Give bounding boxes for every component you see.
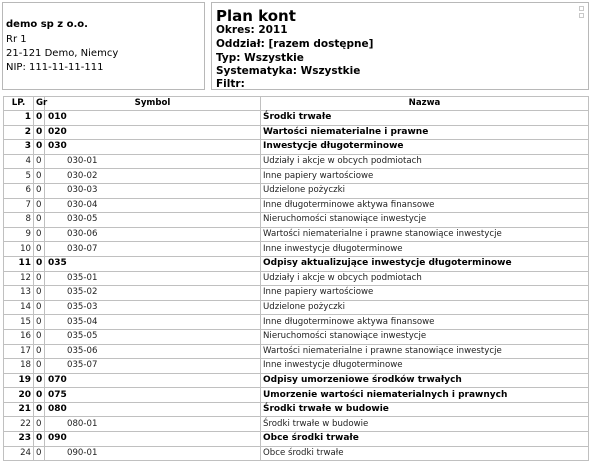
table-row — [4, 300, 589, 315]
report-typ: Typ: Wszystkie — [216, 52, 304, 64]
company-name: demo sp z o.o. — [6, 19, 88, 30]
report-okres: Okres: 2011 — [216, 24, 288, 36]
cell-lp: 12 — [4, 271, 34, 286]
report-systematyka: Systematyka: Wszystkie — [216, 65, 361, 77]
table-row — [4, 344, 589, 359]
cell-lp: 18 — [4, 359, 34, 374]
cell-lp: 10 — [4, 242, 34, 257]
cell-symbol: 090 — [45, 432, 261, 447]
cell-symbol: 070 — [45, 373, 261, 388]
cell-gr: 0 — [34, 402, 45, 417]
cell-symbol: 030-01 — [45, 154, 261, 169]
cell-nazwa: Inne długoterminowe aktywa finansowe — [261, 315, 589, 330]
cell-symbol: 080 — [45, 402, 261, 417]
cell-lp: 1 — [4, 111, 34, 126]
cell-symbol: 035-07 — [45, 359, 261, 374]
table-row — [4, 183, 589, 198]
cell-nazwa: Wartości niematerialne i prawne — [261, 125, 589, 140]
header-nazwa: Nazwa — [261, 97, 589, 111]
cell-lp: 7 — [4, 198, 34, 213]
cell-nazwa: Udzielone pożyczki — [261, 183, 589, 198]
cell-symbol: 030-02 — [45, 169, 261, 184]
report-title: Plan kont — [216, 7, 296, 25]
cell-symbol: 020 — [45, 125, 261, 140]
company-info-box — [2, 2, 205, 90]
cell-nazwa: Środki trwałe — [261, 111, 589, 126]
cell-gr: 0 — [34, 315, 45, 330]
cell-lp: 20 — [4, 388, 34, 403]
cell-nazwa: Udzielone pożyczki — [261, 300, 589, 315]
cell-symbol: 035-01 — [45, 271, 261, 286]
cell-lp: 21 — [4, 402, 34, 417]
cell-symbol: 030-04 — [45, 198, 261, 213]
cell-nazwa: Inne inwestycje długoterminowe — [261, 359, 589, 374]
cell-symbol: 075 — [45, 388, 261, 403]
cell-symbol: 035-02 — [45, 286, 261, 301]
cell-gr: 0 — [34, 213, 45, 228]
cell-lp: 11 — [4, 256, 34, 271]
table-row — [4, 373, 589, 388]
cell-nazwa: Wartości niematerialne i prawne stanowiące inwestycje — [261, 227, 589, 242]
table-row — [4, 125, 589, 140]
cell-lp: 9 — [4, 227, 34, 242]
cell-lp: 22 — [4, 417, 34, 432]
cell-gr: 0 — [34, 183, 45, 198]
table-row — [4, 271, 589, 286]
cell-nazwa: Obce środki trwałe — [261, 432, 589, 447]
table-row — [4, 315, 589, 330]
table-row — [4, 446, 589, 461]
table-row — [4, 242, 589, 257]
cell-symbol: 035-03 — [45, 300, 261, 315]
cell-gr: 0 — [34, 344, 45, 359]
cell-lp: 15 — [4, 315, 34, 330]
cell-gr: 0 — [34, 417, 45, 432]
cell-lp: 14 — [4, 300, 34, 315]
table-row — [4, 432, 589, 447]
cell-nazwa: Odpisy aktualizujące inwestycje długoterminowe — [261, 256, 589, 271]
cell-gr: 0 — [34, 329, 45, 344]
cell-lp: 4 — [4, 154, 34, 169]
cell-nazwa: Inne papiery wartościowe — [261, 169, 589, 184]
accounts-table — [3, 96, 589, 461]
table-row — [4, 227, 589, 242]
cell-lp: 13 — [4, 286, 34, 301]
cell-symbol: 035 — [45, 256, 261, 271]
cell-lp: 5 — [4, 169, 34, 184]
cell-lp: 24 — [4, 446, 34, 461]
cell-symbol: 035-05 — [45, 329, 261, 344]
cell-nazwa: Umorzenie wartości niematerialnych i prawnych — [261, 388, 589, 403]
cell-lp: 8 — [4, 213, 34, 228]
cell-gr: 0 — [34, 432, 45, 447]
cell-gr: 0 — [34, 286, 45, 301]
table-row — [4, 169, 589, 184]
table-row — [4, 388, 589, 403]
table-row — [4, 417, 589, 432]
cell-lp: 2 — [4, 125, 34, 140]
cell-gr: 0 — [34, 242, 45, 257]
table-row — [4, 140, 589, 155]
table-row — [4, 198, 589, 213]
cell-gr: 0 — [34, 359, 45, 374]
cell-lp: 3 — [4, 140, 34, 155]
cell-nazwa: Środki trwałe w budowie — [261, 417, 589, 432]
cell-nazwa: Nieruchomości stanowiące inwestycje — [261, 213, 589, 228]
marker-icon — [579, 6, 585, 20]
cell-nazwa: Środki trwałe w budowie — [261, 402, 589, 417]
cell-symbol: 090-01 — [45, 446, 261, 461]
cell-gr: 0 — [34, 154, 45, 169]
cell-nazwa: Nieruchomości stanowiące inwestycje — [261, 329, 589, 344]
cell-gr: 0 — [34, 198, 45, 213]
company-line2: Rr 1 — [6, 34, 27, 45]
report-oddzial: Oddział: [razem dostępne] — [216, 38, 374, 50]
table-row — [4, 154, 589, 169]
cell-gr: 0 — [34, 111, 45, 126]
cell-symbol: 030-03 — [45, 183, 261, 198]
cell-nazwa: Inne papiery wartościowe — [261, 286, 589, 301]
cell-gr: 0 — [34, 140, 45, 155]
header-symbol: Symbol — [45, 97, 261, 111]
table-row — [4, 286, 589, 301]
header-lp: LP. — [4, 97, 34, 111]
cell-nazwa: Inwestycje długoterminowe — [261, 140, 589, 155]
company-nip: NIP: 111-11-11-111 — [6, 62, 104, 73]
cell-symbol: 035-04 — [45, 315, 261, 330]
cell-lp: 17 — [4, 344, 34, 359]
cell-gr: 0 — [34, 446, 45, 461]
cell-lp: 23 — [4, 432, 34, 447]
cell-lp: 16 — [4, 329, 34, 344]
cell-gr: 0 — [34, 373, 45, 388]
cell-symbol: 080-01 — [45, 417, 261, 432]
table-row — [4, 111, 589, 126]
cell-nazwa: Wartości niematerialne i prawne stanowiące inwestycje — [261, 344, 589, 359]
cell-lp: 19 — [4, 373, 34, 388]
header-gr: Gr — [34, 97, 45, 111]
cell-lp: 6 — [4, 183, 34, 198]
cell-gr: 0 — [34, 169, 45, 184]
table-row — [4, 359, 589, 374]
table-row — [4, 256, 589, 271]
table-row — [4, 329, 589, 344]
cell-symbol: 010 — [45, 111, 261, 126]
table-header-row — [4, 97, 589, 111]
cell-gr: 0 — [34, 271, 45, 286]
cell-gr: 0 — [34, 125, 45, 140]
cell-gr: 0 — [34, 300, 45, 315]
cell-symbol: 030-05 — [45, 213, 261, 228]
cell-gr: 0 — [34, 256, 45, 271]
report-header-box — [211, 2, 589, 90]
cell-gr: 0 — [34, 227, 45, 242]
table-row — [4, 402, 589, 417]
cell-gr: 0 — [34, 388, 45, 403]
cell-nazwa: Udziały i akcje w obcych podmiotach — [261, 271, 589, 286]
table-row — [4, 213, 589, 228]
cell-symbol: 030 — [45, 140, 261, 155]
cell-nazwa: Odpisy umorzeniowe środków trwałych — [261, 373, 589, 388]
company-address: 21-121 Demo, Niemcy — [6, 48, 119, 59]
cell-symbol: 030-07 — [45, 242, 261, 257]
cell-nazwa: Udziały i akcje w obcych podmiotach — [261, 154, 589, 169]
cell-nazwa: Inne długoterminowe aktywa finansowe — [261, 198, 589, 213]
cell-nazwa: Inne inwestycje długoterminowe — [261, 242, 589, 257]
table-body — [4, 111, 589, 461]
cell-symbol: 035-06 — [45, 344, 261, 359]
cell-symbol: 030-06 — [45, 227, 261, 242]
cell-nazwa: Obce środki trwałe — [261, 446, 589, 461]
report-filtr: Filtr: — [216, 78, 245, 90]
